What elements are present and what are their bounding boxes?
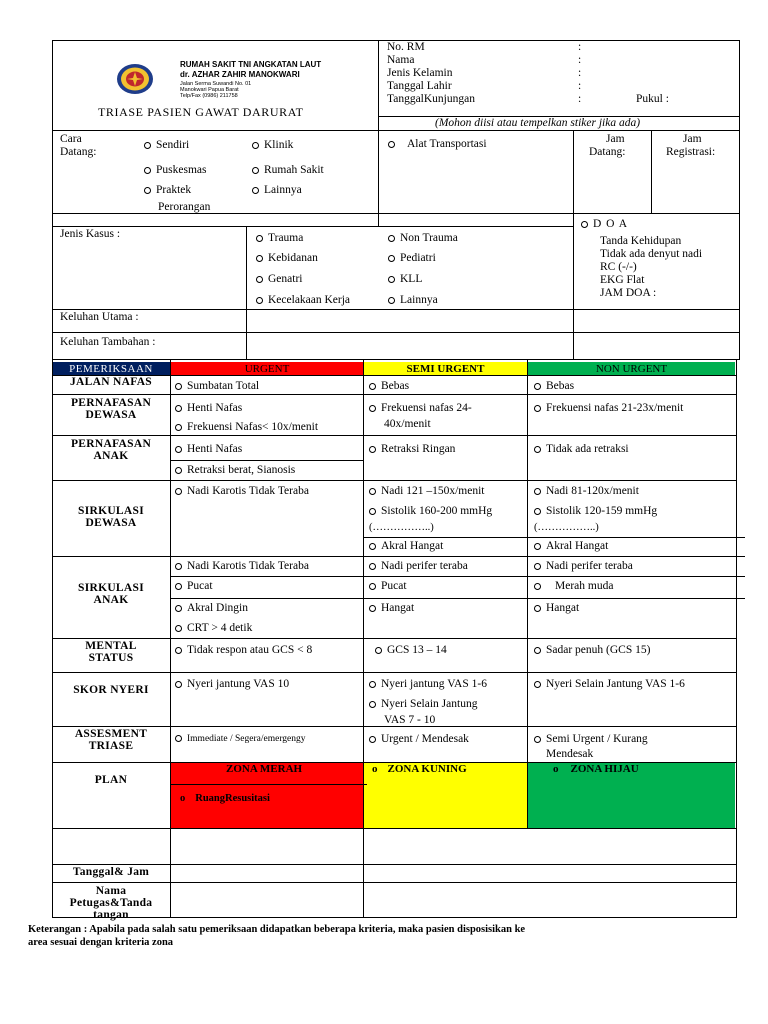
sirk-anak-urgent-4[interactable]: CRT > 4 detik — [175, 622, 252, 635]
sirk-anak-urgent-3[interactable]: Akral Dingin — [175, 602, 248, 615]
radio-icon[interactable] — [256, 255, 263, 262]
colon: : — [578, 54, 582, 66]
keluhan-utama-label: Keluhan Utama : — [60, 311, 139, 323]
sirk-anak-non-3[interactable]: Hangat — [534, 602, 579, 615]
bullet-icon: o — [180, 793, 186, 804]
header-section — [0, 0, 768, 360]
doa-line: JAM DOA : — [600, 287, 657, 299]
zona-kuning-option[interactable]: o ZONA KUNING — [372, 763, 467, 775]
row-label-sirkulasi-dewasa: SIRKULASI DEWASA — [78, 505, 144, 529]
doa-line: Tanda Kehidupan — [600, 235, 682, 247]
doa-line: Tidak ada denyut nadi — [600, 248, 703, 260]
radio-icon[interactable] — [175, 625, 182, 632]
radio-icon[interactable] — [388, 297, 395, 304]
radio-icon[interactable] — [175, 424, 182, 431]
header-semi-urgent-label: SEMI URGENT — [406, 363, 485, 375]
zona-merah-label: ZONA MERAH — [226, 763, 303, 775]
form-title: TRIASE PASIEN GAWAT DARURAT — [98, 105, 304, 119]
radio-icon[interactable] — [369, 605, 376, 612]
row-label-pernafasan-dewasa: PERNAFASAN DEWASA — [70, 397, 152, 421]
triage-table — [0, 360, 768, 920]
assessment-non-2: Mendesak — [546, 748, 594, 760]
radio-icon[interactable] — [369, 543, 376, 550]
radio-icon[interactable] — [534, 736, 541, 743]
option-kll[interactable]: KLL — [388, 273, 422, 286]
nafas-anak-urgent-2[interactable]: Retraksi berat, Sianosis — [175, 464, 295, 477]
navy-hospital-emblem-icon — [115, 62, 155, 96]
radio-icon[interactable] — [388, 235, 395, 242]
row-label-assesment-triase: ASSESMENT TRIASE — [74, 728, 148, 752]
doa-option[interactable]: D O A — [581, 218, 628, 231]
radio-icon[interactable] — [534, 681, 541, 688]
nafas-anak-semi[interactable]: Retraksi Ringan — [369, 443, 455, 456]
radio-icon[interactable] — [369, 405, 376, 412]
radio-icon[interactable] — [175, 383, 182, 390]
radio-icon[interactable] — [256, 297, 263, 304]
radio-icon[interactable] — [175, 583, 182, 590]
radio-icon[interactable] — [534, 446, 541, 453]
row-label-tanggal-jam: Tanggal& Jam — [72, 866, 150, 878]
sirk-anak-urgent-1[interactable]: Nadi Karotis Tidak Teraba — [175, 560, 309, 573]
option-non-trauma[interactable]: Non Trauma — [388, 232, 458, 245]
radio-icon[interactable] — [369, 383, 376, 390]
field-jenis-kelamin: Jenis Kelamin — [387, 67, 453, 79]
jalan-nafas-semi[interactable]: Bebas — [369, 380, 409, 393]
nafas-dewasa-urgent-2[interactable]: Frekuensi Nafas< 10x/menit — [175, 421, 318, 434]
radio-icon[interactable] — [252, 167, 259, 174]
hospital-phone: Telp/Fax (0986) 211758 — [180, 93, 238, 99]
header-urgent-label: URGENT — [244, 363, 290, 375]
option-kecelakaan-kerja[interactable]: Kecelakaan Kerja — [256, 294, 350, 307]
hospital-name: RUMAH SAKIT TNI ANGKATAN LAUT — [180, 60, 322, 69]
sirk-dewasa-non-2[interactable]: Sistolik 120-159 mmHg — [534, 505, 657, 518]
radio-icon[interactable] — [534, 543, 541, 550]
sirk-anak-semi-1[interactable]: Nadi perifer teraba — [369, 560, 468, 573]
option-genatri[interactable]: Genatri — [256, 273, 302, 286]
sirk-dewasa-non-4[interactable]: Akral Hangat — [534, 540, 608, 553]
row-label-skor-nyeri: SKOR NYERI — [73, 684, 149, 696]
row-label-nama-petugas: Nama Petugas&Tanda tangan — [69, 885, 153, 921]
radio-icon[interactable] — [175, 563, 182, 570]
mental-semi[interactable]: GCS 13 – 14 — [375, 644, 447, 657]
radio-icon[interactable] — [256, 235, 263, 242]
row-label-pernafasan-anak: PERNAFASAN ANAK — [70, 438, 152, 462]
mental-urgent[interactable]: Tidak respon atau GCS < 8 — [175, 644, 312, 657]
jam-registrasi-label: Jam — [683, 133, 702, 145]
hospital-doctor: dr. AZHAR ZAHIR MANOKWARI — [180, 70, 300, 79]
radio-icon[interactable] — [534, 383, 541, 390]
jam-datang-label: Jam — [606, 133, 625, 145]
sirk-anak-semi-2[interactable]: Pucat — [369, 580, 407, 593]
jalan-nafas-urgent[interactable]: Sumbatan Total — [175, 380, 259, 393]
nyeri-semi-3: VAS 7 - 10 — [384, 714, 436, 726]
radio-icon[interactable] — [369, 681, 376, 688]
keluhan-tambahan-label: Keluhan Tambahan : — [60, 336, 156, 348]
sirk-dewasa-non-3: (……………..) — [534, 522, 599, 533]
sirk-anak-urgent-2[interactable]: Pucat — [175, 580, 213, 593]
radio-icon[interactable] — [175, 647, 182, 654]
jenis-kasus-label: Jenis Kasus : — [60, 228, 121, 240]
radio-icon[interactable] — [175, 735, 182, 742]
mental-non[interactable]: Sadar penuh (GCS 15) — [534, 644, 650, 657]
radio-icon[interactable] — [534, 647, 541, 654]
option-pediatri[interactable]: Pediatri — [388, 252, 436, 265]
radio-icon[interactable] — [581, 221, 588, 228]
radio-icon[interactable] — [144, 187, 151, 194]
option-praktek[interactable]: Praktek — [144, 184, 191, 197]
field-pukul: Pukul : — [636, 93, 669, 105]
row-label-jalan-nafas: JALAN NAFAS — [70, 376, 152, 388]
option-praktek-line2: Perorangan — [158, 201, 211, 213]
keterangan-note: Keterangan : Apabila pada salah satu pemeriksaan didapatkan beberapa kriteria, maka pasien disposisikan ke — [28, 924, 526, 935]
radio-icon[interactable] — [369, 446, 376, 453]
nafas-anak-urgent-1[interactable]: Henti Nafas — [175, 443, 242, 456]
assessment-semi[interactable]: Urgent / Mendesak — [369, 733, 469, 746]
nafas-dewasa-non[interactable]: Frekuensi nafas 21-23x/menit — [534, 402, 683, 415]
radio-icon[interactable] — [369, 508, 376, 515]
option-sendiri[interactable]: Sendiri — [144, 139, 189, 152]
colon: : — [578, 80, 582, 92]
radio-icon[interactable] — [175, 681, 182, 688]
assessment-non[interactable]: Semi Urgent / Kurang — [534, 733, 648, 746]
row-label-plan: PLAN — [94, 774, 128, 786]
radio-icon[interactable] — [175, 446, 182, 453]
field-tanggal-kunjungan: TanggalKunjungan — [387, 93, 475, 105]
radio-icon[interactable] — [534, 488, 541, 495]
option-klinik[interactable]: Klinik — [252, 139, 293, 152]
radio-icon[interactable] — [252, 142, 259, 149]
hospital-address-1: Jalan Serma Suwandi No. 01 — [180, 81, 252, 87]
radio-icon[interactable] — [534, 563, 541, 570]
bullet-icon: o — [553, 763, 559, 775]
sirk-anak-non-1[interactable]: Nadi perifer teraba — [534, 560, 633, 573]
radio-icon[interactable] — [252, 187, 259, 194]
option-rumah-sakit[interactable]: Rumah Sakit — [252, 164, 324, 177]
keterangan-note-2: area sesuai dengan kriteria zona — [28, 937, 174, 948]
hospital-address-2: Manokwari Papua Barat — [180, 87, 239, 93]
radio-icon[interactable] — [369, 736, 376, 743]
row-label-sirkulasi-anak: SIRKULASI ANAK — [78, 582, 144, 606]
sirk-dewasa-semi-2[interactable]: Sistolik 160-200 mmHg — [369, 505, 492, 518]
radio-icon[interactable] — [534, 583, 541, 590]
radio-icon[interactable] — [388, 141, 395, 148]
bullet-icon: o — [372, 763, 378, 775]
field-tanggal-lahir: Tanggal Lahir — [387, 80, 452, 92]
nafas-dewasa-semi-2: 40x/menit — [384, 418, 431, 430]
radio-icon[interactable] — [388, 276, 395, 283]
colon: : — [578, 67, 582, 79]
radio-icon[interactable] — [175, 488, 182, 495]
radio-icon[interactable] — [144, 167, 151, 174]
radio-icon[interactable] — [388, 255, 395, 262]
sirk-dewasa-urgent[interactable]: Nadi Karotis Tidak Teraba — [175, 485, 309, 498]
nyeri-semi-2[interactable]: Nyeri Selain Jantung — [369, 698, 477, 711]
option-alat-transportasi[interactable]: Alat Transportasi — [388, 138, 487, 151]
radio-icon[interactable] — [534, 405, 541, 412]
nyeri-urgent[interactable]: Nyeri jantung VAS 10 — [175, 678, 289, 691]
colon: : — [578, 41, 582, 53]
nafas-dewasa-urgent-1[interactable]: Henti Nafas — [175, 402, 242, 415]
radio-icon[interactable] — [144, 142, 151, 149]
sirk-anak-non-2[interactable]: Merah muda — [534, 580, 613, 593]
cara-datang-label: Datang: — [60, 146, 97, 158]
radio-icon[interactable] — [175, 405, 182, 412]
radio-icon[interactable] — [375, 647, 382, 654]
option-lainnya[interactable]: Lainnya — [252, 184, 302, 197]
sirk-dewasa-semi-4[interactable]: Akral Hangat — [369, 540, 443, 553]
nafas-anak-non[interactable]: Tidak ada retraksi — [534, 443, 629, 456]
zona-hijau-option[interactable]: o ZONA HIJAU — [553, 763, 639, 775]
sirk-anak-semi-3[interactable]: Hangat — [369, 602, 414, 615]
radio-icon[interactable] — [534, 508, 541, 515]
radio-icon[interactable] — [534, 605, 541, 612]
radio-icon[interactable] — [175, 605, 182, 612]
header-non-urgent-label: NON URGENT — [595, 363, 668, 375]
sirk-dewasa-semi-1[interactable]: Nadi 121 –150x/menit — [369, 485, 485, 498]
header-pemeriksaan-label: PEMERIKSAAN — [69, 363, 153, 375]
radio-icon[interactable] — [256, 276, 263, 283]
radio-icon[interactable] — [175, 467, 182, 474]
sirk-dewasa-semi-3: (……………..) — [369, 522, 434, 533]
option-puskesmas[interactable]: Puskesmas — [144, 164, 206, 177]
nafas-dewasa-semi[interactable]: Frekuensi nafas 24- — [369, 402, 472, 415]
field-no-rm: No. RM — [387, 41, 425, 53]
field-nama: Nama — [387, 54, 415, 66]
radio-icon[interactable] — [369, 563, 376, 570]
jam-registrasi-label: Registrasi: — [666, 146, 716, 158]
cara-datang-label: Cara — [60, 133, 82, 145]
sticker-note: (Mohon diisi atau tempelkan stiker jika ada) — [435, 117, 641, 129]
row-label-mental-status: MENTAL STATUS — [85, 640, 137, 664]
colon: : — [578, 93, 582, 105]
option-kebidanan[interactable]: Kebidanan — [256, 252, 318, 265]
sirk-dewasa-non-1[interactable]: Nadi 81-120x/menit — [534, 485, 639, 498]
radio-icon[interactable] — [369, 701, 376, 708]
jam-datang-label: Datang: — [589, 146, 626, 158]
radio-icon[interactable] — [369, 583, 376, 590]
jalan-nafas-non[interactable]: Bebas — [534, 380, 574, 393]
option-trauma[interactable]: Trauma — [256, 232, 303, 245]
radio-icon[interactable] — [369, 488, 376, 495]
doa-line: EKG Flat — [600, 274, 645, 286]
doa-line: RC (-/-) — [600, 261, 637, 273]
assessment-urgent[interactable]: Immediate / Segera/emergengy — [175, 733, 306, 746]
option-lainnya-kasus[interactable]: Lainnya — [388, 294, 438, 307]
ruang-resusitasi-option[interactable]: o RuangResusitasi — [180, 793, 270, 804]
nyeri-semi-1[interactable]: Nyeri jantung VAS 1-6 — [369, 678, 487, 691]
nyeri-non[interactable]: Nyeri Selain Jantung VAS 1-6 — [534, 678, 685, 691]
